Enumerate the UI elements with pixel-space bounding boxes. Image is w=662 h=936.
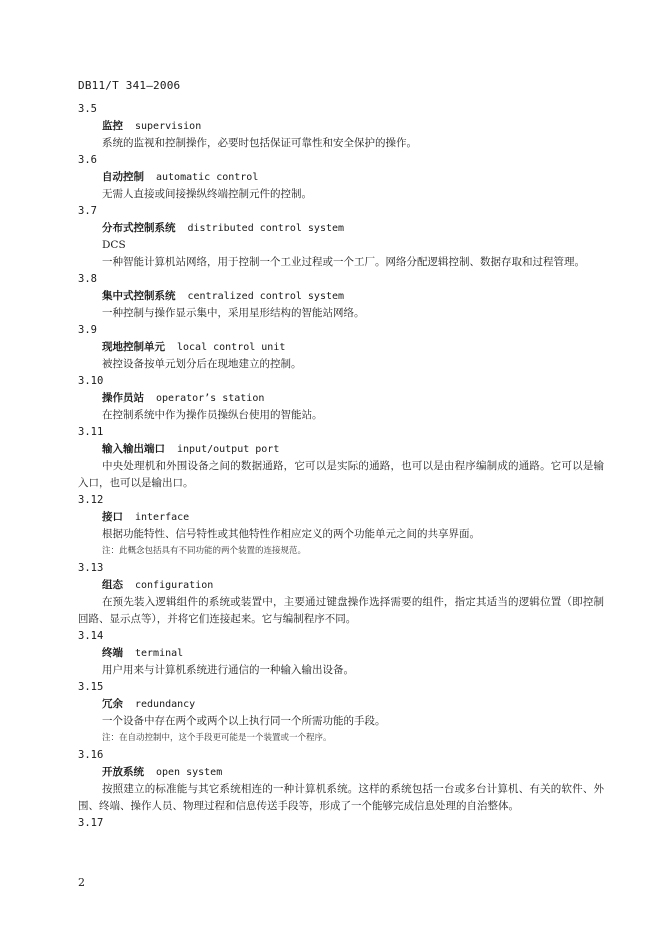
term-en: configuration xyxy=(135,580,214,591)
clause-number: 3.10 xyxy=(78,375,104,387)
term-zh: 分布式控制系统 xyxy=(102,222,176,234)
term-zh: 开放系统 xyxy=(102,766,144,778)
term-entry xyxy=(78,322,604,373)
page-number: 2 xyxy=(78,876,85,889)
clause-number: 3.13 xyxy=(78,562,104,574)
term-heading xyxy=(78,509,604,526)
term-en: operator’s station xyxy=(156,393,265,404)
term-zh: 监控 xyxy=(102,120,123,132)
clause-number: 3.5 xyxy=(78,103,97,115)
term-zh: 现地控制单元 xyxy=(102,341,165,353)
term-zh: 冗余 xyxy=(102,698,123,710)
term-definition: 根据功能特性、信号特性或其他特性作相应定义的两个功能单元之间的共享界面。 xyxy=(102,528,480,540)
clause-number: 3.6 xyxy=(78,154,97,166)
term-definition: 在控制系统中作为操作员操纵台使用的智能站。 xyxy=(102,409,323,421)
term-definition: 无需人直接或间接操纵终端控制元件的控制。 xyxy=(102,188,312,200)
term-zh: 集中式控制系统 xyxy=(102,290,176,302)
term-en: local control unit xyxy=(177,342,286,353)
term-heading xyxy=(78,118,604,135)
terms-list xyxy=(78,101,604,832)
term-definition: 在预先装入逻辑组件的系统或装置中，主要通过键盘操作选择需要的组件，指定其适当的逻辑位置（即控制回路、显示点等），并将它们连接起来。它与编制程序不同。 xyxy=(78,596,604,625)
term-en: terminal xyxy=(135,648,184,659)
term-entry xyxy=(78,628,604,679)
term-zh: 终端 xyxy=(102,647,123,659)
term-heading xyxy=(78,220,604,237)
clause-number: 3.14 xyxy=(78,630,104,642)
term-zh: 操作员站 xyxy=(102,392,144,404)
term-en: distributed control system xyxy=(187,223,345,234)
term-zh: 输入输出端口 xyxy=(102,443,165,455)
term-definition: 一种智能计算机站网络，用于控制一个工业过程或一个工厂。网络分配逻辑控制、数据存取和过程管理。 xyxy=(102,256,585,268)
term-zh: 组态 xyxy=(102,579,123,591)
term-heading xyxy=(78,441,604,458)
term-heading xyxy=(78,696,604,713)
term-entry xyxy=(78,373,604,424)
term-entry xyxy=(78,271,604,322)
term-heading xyxy=(78,288,604,305)
term-en: interface xyxy=(135,512,190,523)
term-definition: 被控设备按单元划分后在现地建立的控制。 xyxy=(102,358,302,370)
term-definition: 用户用来与计算机系统进行通信的一种输入输出设备。 xyxy=(102,664,354,676)
term-heading xyxy=(78,390,604,407)
term-note: 注：此概念包括具有不同功能的两个装置的连接规范。 xyxy=(102,546,307,556)
term-entry xyxy=(78,424,604,492)
term-definition: 中央处理机和外围设备之间的数据通路，它可以是实际的通路，也可以是由程序编制成的通路。它可以是输入口，也可以是输出口。 xyxy=(78,460,604,489)
term-en: supervision xyxy=(135,121,202,132)
term-en: redundancy xyxy=(135,699,196,710)
term-heading xyxy=(78,577,604,594)
term-definition: 按照建立的标准能与其它系统相连的一种计算机系统。这样的系统包括一台或多台计算机、有关的软件、外围、终端、操作人员、物理过程和信息传送手段等，形成了一个能够完成信息处理的自治整体。 xyxy=(78,783,604,812)
term-definition: 一个设备中存在两个或两个以上执行同一个所需功能的手段。 xyxy=(102,715,386,727)
term-entry xyxy=(78,747,604,815)
term-en: centralized control system xyxy=(187,291,345,302)
term-entry xyxy=(78,560,604,628)
clause-number: 3.12 xyxy=(78,494,104,506)
clause-number: 3.15 xyxy=(78,681,104,693)
clause-number: 3.8 xyxy=(78,273,97,285)
term-entry xyxy=(78,679,604,747)
term-heading xyxy=(78,169,604,186)
term-en: input/output port xyxy=(177,444,280,455)
term-note: 注：在自动控制中，这个手段更可能是一个装置或一个程序。 xyxy=(102,733,332,743)
term-heading xyxy=(78,764,604,781)
term-entry xyxy=(78,101,604,152)
term-entry xyxy=(78,492,604,560)
document-code-header: DB11/T 341—2006 xyxy=(78,79,181,92)
clause-number: 3.9 xyxy=(78,324,97,336)
clause-number: 3.16 xyxy=(78,749,104,761)
term-zh: 自动控制 xyxy=(102,171,144,183)
term-abbreviation: DCS xyxy=(102,239,126,251)
term-en: open system xyxy=(156,767,223,778)
clause-number: 3.17 xyxy=(78,817,104,829)
term-zh: 接口 xyxy=(102,511,123,523)
clause-number: 3.11 xyxy=(78,426,104,438)
term-entry xyxy=(78,203,604,271)
term-heading xyxy=(78,645,604,662)
term-definition: 系统的监视和控制操作，必要时包括保证可靠性和安全保护的操作。 xyxy=(102,137,417,149)
clause-number: 3.7 xyxy=(78,205,97,217)
term-entry xyxy=(78,152,604,203)
term-heading xyxy=(78,339,604,356)
term-en: automatic control xyxy=(156,172,259,183)
term-definition: 一种控制与操作显示集中，采用星形结构的智能站网络。 xyxy=(102,307,365,319)
